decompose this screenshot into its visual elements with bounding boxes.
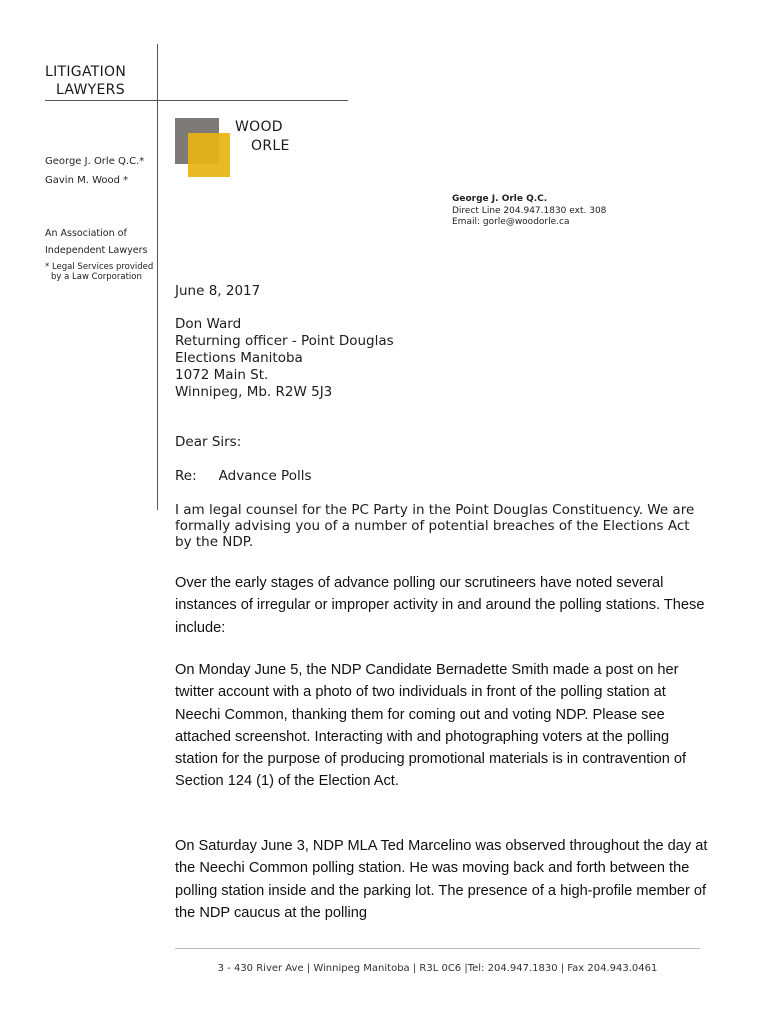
intro-paragraph: I am legal counsel for the PC Party in the Point Douglas Constituency. We are formally advising you of a number of potential breaches of the Elections Act by the NDP.	[175, 502, 695, 550]
legal-services-note	[45, 262, 153, 282]
body-paragraph: On Monday June 5, the NDP Candidate Bernadette Smith made a post on her twitter account with a photo of two individuals in front of the polling station at Neechi Common, thanking them for coming out and voting NDP. Please see attached screenshot. Interacting with and photographing voters at the polling station for the purpose of producing promotional materials is in contravention of Section 124 (1) of the Election Act.	[175, 662, 687, 790]
logo-gold-square	[188, 133, 230, 177]
recipient-address	[175, 316, 394, 401]
firm-name-line2: LAWYERS	[56, 82, 125, 98]
association-line: Independent Lawyers	[45, 245, 148, 256]
letter-date: June 8, 2017	[175, 283, 261, 299]
sender-block	[452, 194, 606, 229]
note-line: by a Law Corporation	[51, 272, 142, 282]
sender-name: George J. Orle Q.C.	[452, 194, 548, 204]
association-line: An Association of	[45, 228, 127, 239]
subject-line	[175, 468, 312, 485]
letterhead-horizontal-rule	[45, 100, 348, 101]
recipient-line: Don Ward	[175, 316, 242, 332]
logo-word-wood: WOOD	[235, 119, 283, 135]
association-text	[45, 225, 147, 259]
note-line: * Legal Services provided	[45, 262, 154, 272]
salutation: Dear Sirs:	[175, 434, 242, 450]
sender-direct-line: Direct Line 204.947.1830 ext. 308	[452, 205, 607, 216]
firm-name-line1: LITIGATION	[45, 64, 127, 80]
partner-name: Gavin M. Wood *	[45, 175, 129, 186]
logo-word-orle: ORLE	[251, 138, 290, 154]
recipient-line: 1072 Main St.	[175, 367, 269, 383]
partner-list	[45, 152, 144, 190]
subject-text: Advance Polls	[218, 468, 312, 484]
partner-name: George J. Orle Q.C.*	[45, 156, 145, 167]
sender-email: Email: gorle@woodorle.ca	[452, 217, 570, 227]
recipient-line: Returning officer - Point Douglas	[175, 333, 394, 349]
footer-address: 3 - 430 River Ave | Winnipeg Manitoba | R3L 0C6 |Tel: 204.947.1830 | Fax 204.943.0461	[217, 963, 658, 974]
body-paragraph: Over the early stages of advance polling our scrutineers have noted several instances of irregular or improper activity in and around the polling stations. These include:	[175, 575, 705, 636]
footer-rule	[175, 948, 700, 949]
recipient-line: Winnipeg, Mb. R2W 5J3	[175, 384, 333, 400]
subject-label: Re:	[175, 468, 197, 484]
body-paragraph: On Saturday June 3, NDP MLA Ted Marcelino was observed throughout the day at the Neechi Common polling station. He was moving back and forth between the polling station inside and the parking lot. The presence of a high-profile member of the NDP caucus at the polling	[175, 838, 708, 921]
letterhead-vertical-rule	[157, 44, 158, 510]
recipient-line: Elections Manitoba	[175, 350, 303, 366]
